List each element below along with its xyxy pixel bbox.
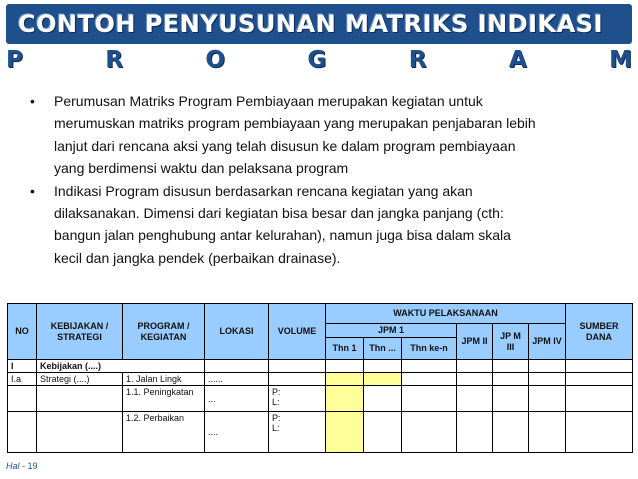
subtitle-letter: A — [508, 47, 527, 73]
volume-l: L: — [272, 397, 280, 407]
bullet-icon: • — [30, 182, 35, 199]
cell-sumber — [566, 412, 633, 453]
cell-thn2 — [364, 412, 402, 453]
cell-program: 1. Jalan Lingk — [123, 373, 205, 386]
cell-lokasi: .... — [205, 412, 269, 453]
subtitle-letter: R — [105, 47, 123, 73]
volume-l: L: — [272, 423, 280, 433]
cell-thn1 — [326, 412, 364, 453]
bullet-list — [30, 90, 620, 269]
bullet-item — [30, 180, 620, 270]
cell-jpm4 — [529, 360, 566, 373]
volume-p: P: — [272, 387, 281, 397]
header-volume: VOLUME — [269, 304, 326, 360]
bullet-line: yang berdimensi waktu dan pelaksana program — [54, 160, 349, 177]
cell-no: I — [8, 360, 37, 373]
cell-thn2 — [364, 373, 402, 386]
cell-jpm3 — [493, 386, 529, 412]
table-row — [8, 373, 633, 386]
table-row — [8, 412, 633, 453]
footer-label: Hal - — [6, 461, 26, 471]
cell-jpm4 — [529, 412, 566, 453]
cell-jpm3 — [493, 412, 529, 453]
header-thn1: Thn 1 — [326, 338, 364, 360]
cell-thn2 — [364, 360, 402, 373]
cell-no — [8, 386, 37, 412]
table-row — [8, 386, 633, 412]
cell-thn1 — [326, 373, 364, 386]
indikasi-program-table — [7, 303, 633, 453]
cell-jpm2 — [457, 373, 493, 386]
cell-kebijakan: Strategi (....) — [37, 373, 123, 386]
cell-jpm3 — [493, 373, 529, 386]
bullet-line: bangun jalan penghubung antar kelurahan), namun juga bisa dalam skala — [54, 227, 511, 244]
cell-volume — [269, 412, 326, 453]
cell-kebijakan — [37, 412, 123, 453]
bullet-line: lanjut dari rencana aksi yang telah disusun ke dalam program pembiayaan — [54, 137, 516, 154]
bullet-line: kecil dan jangka pendek (perbaikan drainase). — [54, 249, 341, 266]
cell-kebijakan — [37, 386, 123, 412]
cell-no — [8, 412, 37, 453]
cell-lokasi: ...... — [205, 373, 269, 386]
cell-lokasi: ... — [205, 386, 269, 412]
subtitle-letter: M — [609, 47, 632, 73]
bullet-icon: • — [30, 93, 35, 109]
header-jpm1: JPM 1 — [326, 324, 457, 338]
cell-sumber — [566, 373, 633, 386]
cell-jpm4 — [529, 386, 566, 412]
cell-thn1 — [326, 360, 364, 373]
bullet-line: Perumusan Matriks Program Pembiayaan merupakan kegiatan untuk — [54, 93, 483, 109]
cell-jpm3 — [493, 360, 529, 373]
cell-thnn — [402, 386, 457, 412]
cell-program: 1.2. Perbaikan — [123, 412, 205, 453]
header-waktu: WAKTU PELAKSANAAN — [326, 304, 566, 324]
subtitle-letter: P — [6, 47, 23, 73]
header-jpm2: JPM II — [457, 324, 493, 360]
cell-jpm4 — [529, 373, 566, 386]
header-jpm3: JP M III — [493, 324, 529, 360]
bullet-line: dilaksanakan. Dimensi dari kegiatan bisa besar dan jangka panjang (cth: — [54, 205, 504, 222]
header-kebijakan: KEBIJAKAN / STRATEGI — [37, 304, 123, 360]
cell-volume — [269, 373, 326, 386]
subtitle-letter: R — [408, 47, 427, 73]
volume-p: P: — [272, 413, 281, 423]
table-row — [8, 360, 633, 373]
cell-thnn — [402, 412, 457, 453]
header-sumber: SUMBER DANA — [566, 304, 633, 360]
cell-sumber — [566, 360, 633, 373]
page-number: 19 — [27, 461, 38, 471]
cell-thnn — [402, 360, 457, 373]
bullet-item — [30, 90, 620, 180]
title-bar — [6, 4, 632, 44]
cell-lokasi — [205, 360, 269, 373]
spaced-subtitle — [6, 47, 632, 83]
cell-kebijakan: Kebijakan (....) — [37, 360, 205, 373]
cell-sumber — [566, 386, 633, 412]
cell-program: 1.1. Peningkatan — [123, 386, 205, 412]
cell-thn2 — [364, 386, 402, 412]
bullet-line: Indikasi Program disusun berdasarkan rencana kegiatan yang akan — [54, 182, 473, 199]
header-jpm4: JPM IV — [529, 324, 566, 360]
cell-thnn — [402, 373, 457, 386]
cell-jpm2 — [457, 412, 493, 453]
slide-title: CONTOH PENYUSUNAN MATRIKS INDIKASI — [18, 10, 603, 38]
cell-volume — [269, 386, 326, 412]
page-footer — [6, 461, 38, 471]
cell-volume — [269, 360, 326, 373]
subtitle-letter: O — [205, 47, 225, 73]
header-thn2: Thn ... — [364, 338, 402, 360]
cell-no: I.a — [8, 373, 37, 386]
bullet-line: merumuskan matriks program pembiayaan yang merupakan penjabaran lebih — [54, 115, 536, 132]
subtitle-letter: G — [307, 47, 327, 73]
cell-jpm2 — [457, 360, 493, 373]
header-thnn: Thn ke-n — [402, 338, 457, 360]
cell-thn1 — [326, 386, 364, 412]
cell-jpm2 — [457, 386, 493, 412]
header-program: PROGRAM / KEGIATAN — [123, 304, 205, 360]
header-no: NO — [8, 304, 37, 360]
header-lokasi: LOKASI — [205, 304, 269, 360]
